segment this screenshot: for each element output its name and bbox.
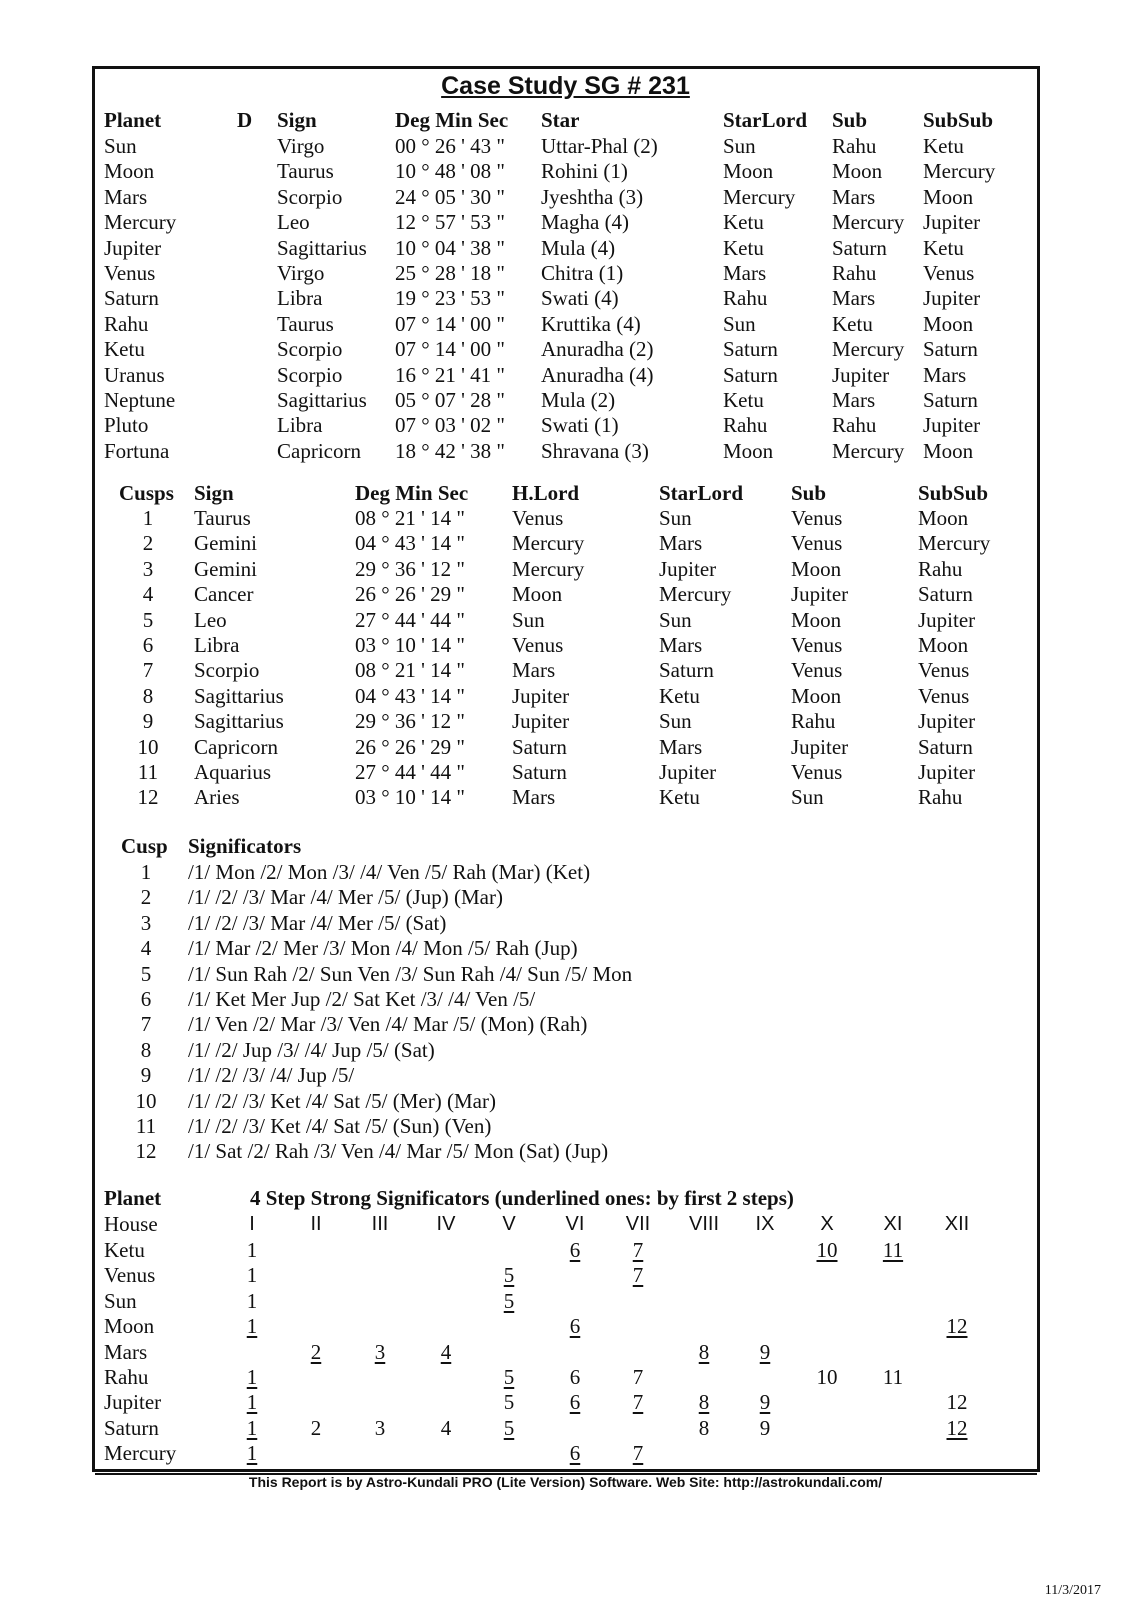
sig-list: /1/ Sun Rah /2/ Sun Ven /3/ Sun Rah /4/ Sun /5/ Mon <box>188 961 633 986</box>
planet-cell-sub: Mars <box>832 184 876 209</box>
planet-cell-sign: Capricorn <box>277 438 361 463</box>
planet-cell-starlord: Mercury <box>723 184 796 209</box>
planet-cell-sub: Mars <box>832 286 876 311</box>
sig-list: /1/ Ket Mer Jup /2/ Sat Ket /3/ /4/ Ven /5/ <box>188 987 536 1011</box>
strong-cell: 1 <box>246 1263 258 1288</box>
strong-planet-name: Sun <box>104 1288 137 1313</box>
cusp-number: 2 <box>142 531 154 556</box>
strong-cell: 9 <box>759 1415 771 1440</box>
planet-cell-planet: Moon <box>104 159 155 184</box>
planet-cell-star: Uttar-Phal (2) <box>541 134 658 158</box>
cusp-cell-starlord: Sun <box>659 709 692 734</box>
cusp-cell-deg: 26 ° 26 ' 29 " <box>355 734 466 759</box>
house-column-III: III <box>371 1213 389 1235</box>
cusp-cell-sub: Sun <box>791 785 824 810</box>
cusp-number: 5 <box>142 607 154 632</box>
strong-planet-name: Rahu <box>104 1365 149 1389</box>
strong-cell: 5 <box>503 1415 515 1440</box>
cusp-cell-sub: Jupiter <box>791 582 849 607</box>
planet-cell-sign: Virgo <box>277 134 325 158</box>
strong-planet-name: Moon <box>104 1314 155 1339</box>
cusp-cell-deg: 08 ° 21 ' 14 " <box>355 658 466 683</box>
planet-cell-starlord: Rahu <box>723 286 768 311</box>
planet-cell-star: Jyeshtha (3) <box>541 184 644 209</box>
cusp-cell-starlord: Sun <box>659 506 692 530</box>
planet-cell-star: Anuradha (4) <box>541 362 654 387</box>
planet-cell-planet: Uranus <box>104 362 165 387</box>
planet-cell-subsub: Saturn <box>923 388 978 412</box>
planet-cell-subsub: Jupiter <box>923 286 981 311</box>
strong-cell: 2 <box>310 1339 322 1364</box>
cusp-cell-subsub: Mercury <box>918 531 991 556</box>
planet-cell-starlord: Ketu <box>723 235 764 260</box>
planet-cell-subsub: Venus <box>923 261 975 285</box>
cusp-cell-sign: Scorpio <box>194 658 260 683</box>
sig-header-cusp: Cusp <box>121 834 168 858</box>
cusp-cell-sub: Venus <box>791 506 843 530</box>
sig-cusp-number: 9 <box>140 1063 152 1088</box>
cusp-cell-deg: 03 ° 10 ' 14 " <box>355 633 466 657</box>
strong-cell: 12 <box>946 1390 968 1415</box>
planet-header-deg: Deg Min Sec <box>395 108 509 132</box>
cusp-cell-subsub: Moon <box>918 633 969 657</box>
sig-cusp-number: 2 <box>140 885 152 910</box>
planet-cell-sub: Mercury <box>832 210 905 235</box>
planet-cell-subsub: Jupiter <box>923 210 981 235</box>
cusp-cell-sub: Venus <box>791 531 843 556</box>
planet-cell-subsub: Mars <box>923 362 967 387</box>
planet-cell-star: Shravana (3) <box>541 438 649 463</box>
planet-cell-deg: 10 ° 04 ' 38 " <box>395 235 506 260</box>
planet-cell-sign: Libra <box>277 413 323 438</box>
planet-cell-sub: Rahu <box>832 261 877 285</box>
strong-house-label: House <box>104 1212 158 1236</box>
strong-cell: 8 <box>698 1415 710 1440</box>
house-column-I: I <box>249 1213 255 1235</box>
strong-cell: 1 <box>246 1390 258 1415</box>
planet-cell-deg: 25 ° 28 ' 18 " <box>395 261 506 285</box>
cusp-cell-deg: 04 ° 43 ' 14 " <box>355 531 466 556</box>
strong-cell: 7 <box>632 1441 644 1466</box>
planet-cell-star: Swati (4) <box>541 286 619 311</box>
planet-cell-sign: Scorpio <box>277 337 343 362</box>
cusp-cell-subsub: Rahu <box>918 556 963 581</box>
planet-cell-sign: Scorpio <box>277 362 343 387</box>
cusp-cell-starlord: Ketu <box>659 683 700 708</box>
planet-cell-planet: Ketu <box>104 337 145 362</box>
cusp-cell-deg: 27 ° 44 ' 44 " <box>355 760 466 784</box>
cusp-cell-hlord: Jupiter <box>512 683 570 708</box>
cusp-cell-hlord: Mercury <box>512 531 585 556</box>
cusp-cell-starlord: Saturn <box>659 658 714 683</box>
cusp-cell-deg: 29 ° 36 ' 12 " <box>355 556 466 581</box>
cusp-header-hlord: H.Lord <box>512 481 580 505</box>
cusp-number: 8 <box>142 683 154 708</box>
cusp-number: 12 <box>137 785 159 810</box>
cusp-cell-starlord: Mars <box>659 633 703 657</box>
sig-cusp-number: 4 <box>140 936 152 961</box>
strong-cell: 4 <box>440 1339 452 1364</box>
planet-cell-planet: Rahu <box>104 311 149 336</box>
strong-cell: 9 <box>759 1390 771 1415</box>
cusp-cell-hlord: Venus <box>512 633 564 657</box>
cusp-number: 11 <box>137 760 159 784</box>
sig-list: /1/ Sat /2/ Rah /3/ Ven /4/ Mar /5/ Mon (Sat) (Jup) <box>188 1139 609 1164</box>
cusp-cell-subsub: Saturn <box>918 582 973 607</box>
page-title: Case Study SG # 231 <box>441 72 690 100</box>
planet-cell-sub: Rahu <box>832 413 877 438</box>
planet-cell-starlord: Saturn <box>723 362 778 387</box>
planet-cell-star: Mula (4) <box>541 235 616 260</box>
strong-planet-name: Ketu <box>104 1238 145 1262</box>
house-column-VI: VI <box>565 1213 585 1235</box>
planet-cell-sub: Mercury <box>832 438 905 463</box>
cusp-cell-hlord: Saturn <box>512 760 567 784</box>
cusp-cell-deg: 08 ° 21 ' 14 " <box>355 506 466 530</box>
planet-cell-starlord: Sun <box>723 134 756 158</box>
strong-cell: 3 <box>374 1415 386 1440</box>
planet-cell-sign: Taurus <box>277 159 334 184</box>
cusp-cell-starlord: Ketu <box>659 785 700 810</box>
sig-cusp-number: 5 <box>140 961 152 986</box>
cusp-cell-sign: Gemini <box>194 531 257 556</box>
strong-cell: 12 <box>946 1314 968 1339</box>
cusp-cell-subsub: Saturn <box>918 734 973 759</box>
planet-cell-starlord: Moon <box>723 159 774 184</box>
strong-cell: 3 <box>374 1339 386 1364</box>
planet-cell-planet: Venus <box>104 261 156 285</box>
cusp-cell-deg: 03 ° 10 ' 14 " <box>355 785 466 810</box>
cusp-header-sub: Sub <box>791 481 827 505</box>
planet-cell-star: Chitra (1) <box>541 261 624 285</box>
strong-cell: 1 <box>246 1365 258 1389</box>
strong-cell: 7 <box>632 1238 644 1262</box>
planet-cell-deg: 10 ° 48 ' 08 " <box>395 159 506 184</box>
planet-header-star: Star <box>541 108 580 132</box>
strong-cell: 4 <box>440 1415 452 1440</box>
house-column-VII: VII <box>625 1213 651 1235</box>
house-column-V: V <box>502 1213 516 1235</box>
strong-cell: 10 <box>816 1238 838 1262</box>
house-column-XII: XII <box>944 1213 970 1235</box>
sig-list: /1/ /2/ /3/ Mar /4/ Mer /5/ (Sat) <box>188 910 447 935</box>
sig-cusp-number: 10 <box>135 1088 157 1113</box>
planet-cell-planet: Mercury <box>104 210 177 235</box>
cusp-cell-hlord: Saturn <box>512 734 567 759</box>
cusp-cell-deg: 04 ° 43 ' 14 " <box>355 683 466 708</box>
planet-cell-deg: 18 ° 42 ' 38 " <box>395 438 506 463</box>
strong-cell: 11 <box>882 1238 904 1262</box>
planet-header-sub: Sub <box>832 108 868 132</box>
sig-list: /1/ /2/ /3/ Ket /4/ Sat /5/ (Mer) (Mar) <box>188 1088 496 1113</box>
planet-cell-starlord: Sun <box>723 311 756 336</box>
sig-header-significators: Significators <box>188 834 302 858</box>
cusp-cell-sign: Cancer <box>194 582 254 607</box>
strong-cell: 5 <box>503 1288 515 1313</box>
cusp-cell-sub: Jupiter <box>791 734 849 759</box>
planet-cell-deg: 07 ° 03 ' 02 " <box>395 413 506 438</box>
strong-cell: 7 <box>632 1263 644 1288</box>
cusp-cell-starlord: Mars <box>659 531 703 556</box>
cusp-number: 4 <box>142 582 154 607</box>
strong-cell: 6 <box>569 1390 581 1415</box>
strong-header-planet: Planet <box>104 1186 162 1210</box>
planet-cell-planet: Neptune <box>104 388 176 412</box>
planet-cell-subsub: Ketu <box>923 134 964 158</box>
cusp-cell-sign: Aries <box>194 785 240 810</box>
strong-cell: 8 <box>698 1390 710 1415</box>
sig-cusp-number: 11 <box>135 1114 157 1138</box>
planet-cell-star: Magha (4) <box>541 210 630 235</box>
strong-cell: 7 <box>632 1390 644 1415</box>
planet-cell-sub: Ketu <box>832 311 873 336</box>
strong-cell: 1 <box>246 1238 258 1262</box>
planet-cell-star: Mula (2) <box>541 388 616 412</box>
planet-cell-subsub: Jupiter <box>923 413 981 438</box>
strong-cell: 8 <box>698 1339 710 1364</box>
strong-planet-name: Venus <box>104 1263 156 1288</box>
sig-cusp-number: 1 <box>140 860 152 884</box>
cusp-cell-sign: Aquarius <box>194 760 271 784</box>
cusp-cell-deg: 27 ° 44 ' 44 " <box>355 607 466 632</box>
strong-cell: 1 <box>246 1441 258 1466</box>
cusp-cell-subsub: Moon <box>918 506 969 530</box>
planet-cell-sign: Sagittarius <box>277 235 367 260</box>
planet-cell-sign: Leo <box>277 210 310 235</box>
planet-cell-planet: Jupiter <box>104 235 162 260</box>
sig-list: /1/ /2/ Jup /3/ /4/ Jup /5/ (Sat) <box>188 1037 435 1062</box>
cusp-cell-subsub: Venus <box>918 658 970 683</box>
strong-cell: 5 <box>503 1390 515 1415</box>
sig-list: /1/ Mon /2/ Mon /3/ /4/ Ven /5/ Rah (Mar) (Ket) <box>188 860 591 884</box>
planet-cell-starlord: Saturn <box>723 337 778 362</box>
strong-planet-name: Saturn <box>104 1415 159 1440</box>
planet-cell-sub: Saturn <box>832 235 887 260</box>
house-column-VIII: VIII <box>688 1213 719 1235</box>
cusp-cell-subsub: Rahu <box>918 785 963 810</box>
cusp-cell-hlord: Mars <box>512 658 556 683</box>
cusp-number: 3 <box>142 556 154 581</box>
sig-cusp-number: 8 <box>140 1037 152 1062</box>
sig-list: /1/ /2/ /3/ Mar /4/ Mer /5/ (Jup) (Mar) <box>188 885 503 910</box>
cusp-cell-deg: 26 ° 26 ' 29 " <box>355 582 466 607</box>
cusp-cell-subsub: Jupiter <box>918 709 976 734</box>
strong-cell: 6 <box>569 1314 581 1339</box>
house-column-II: II <box>310 1213 322 1235</box>
planet-cell-planet: Sun <box>104 134 137 158</box>
sig-list: /1/ /2/ /3/ Ket /4/ Sat /5/ (Sun) (Ven) <box>188 1114 492 1138</box>
cusp-cell-sign: Leo <box>194 607 227 632</box>
cusp-cell-subsub: Jupiter <box>918 607 976 632</box>
strong-cell: 9 <box>759 1339 771 1364</box>
house-column-IX: IX <box>755 1213 775 1235</box>
sig-list: /1/ /2/ /3/ /4/ Jup /5/ <box>188 1063 355 1088</box>
planet-cell-subsub: Mercury <box>923 159 996 184</box>
planet-cell-sign: Scorpio <box>277 184 343 209</box>
cusp-number: 10 <box>137 734 159 759</box>
planet-cell-sign: Sagittarius <box>277 388 367 412</box>
cusp-cell-subsub: Jupiter <box>918 760 976 784</box>
planet-cell-sign: Libra <box>277 286 323 311</box>
cusp-number: 9 <box>142 709 154 734</box>
planet-cell-subsub: Moon <box>923 311 974 336</box>
house-column-XI: XI <box>883 1213 903 1235</box>
cusp-cell-sign: Capricorn <box>194 734 278 759</box>
planet-cell-sub: Rahu <box>832 134 877 158</box>
planet-cell-starlord: Ketu <box>723 388 764 412</box>
strong-planet-name: Jupiter <box>104 1390 162 1415</box>
planet-header-d: D <box>237 108 253 132</box>
sig-list: /1/ Mar /2/ Mer /3/ Mon /4/ Mon /5/ Rah (Jup) <box>188 936 578 961</box>
sig-cusp-number: 7 <box>140 1012 152 1037</box>
strong-cell: 1 <box>246 1288 258 1313</box>
planet-cell-sub: Moon <box>832 159 883 184</box>
planet-cell-deg: 07 ° 14 ' 00 " <box>395 337 506 362</box>
planet-cell-sign: Taurus <box>277 311 334 336</box>
cusp-cell-starlord: Sun <box>659 607 692 632</box>
cusp-cell-sub: Moon <box>791 683 842 708</box>
sig-cusp-number: 12 <box>135 1139 157 1164</box>
cusp-cell-deg: 29 ° 36 ' 12 " <box>355 709 466 734</box>
strong-planet-name: Mars <box>104 1339 148 1364</box>
sig-list: /1/ Ven /2/ Mar /3/ Ven /4/ Mar /5/ (Mon) (Rah) <box>188 1012 588 1037</box>
cusp-cell-starlord: Jupiter <box>659 556 717 581</box>
planet-cell-deg: 07 ° 14 ' 00 " <box>395 311 506 336</box>
footer-text: This Report is by Astro-Kundali PRO (Lite Version) Software. Web Site: http://astrokundali.com/ <box>248 1474 883 1490</box>
planet-header-planet: Planet <box>104 108 162 132</box>
cusp-cell-hlord: Mercury <box>512 556 585 581</box>
planet-cell-starlord: Rahu <box>723 413 768 438</box>
planet-header-starlord: StarLord <box>723 108 807 132</box>
planet-cell-subsub: Moon <box>923 184 974 209</box>
planet-cell-planet: Saturn <box>104 286 159 311</box>
house-column-X: X <box>820 1213 834 1235</box>
cusp-cell-sub: Venus <box>791 633 843 657</box>
strong-cell: 7 <box>632 1365 644 1389</box>
print-date: 11/3/2017 <box>1044 1583 1101 1598</box>
cusp-cell-hlord: Moon <box>512 582 563 607</box>
cusp-cell-sign: Taurus <box>194 506 251 530</box>
cusp-header-subsub: SubSub <box>918 481 989 505</box>
cusp-header-cusp: Cusps <box>119 481 174 505</box>
house-column-IV: IV <box>436 1213 456 1235</box>
cusp-cell-hlord: Sun <box>512 607 545 632</box>
strong-cell: 1 <box>246 1314 258 1339</box>
cusp-cell-sub: Venus <box>791 658 843 683</box>
cusp-cell-sign: Gemini <box>194 556 257 581</box>
strong-cell: 1 <box>246 1415 258 1440</box>
planet-cell-planet: Mars <box>104 184 148 209</box>
cusp-number: 6 <box>142 633 154 657</box>
planet-header-sign: Sign <box>277 108 317 132</box>
strong-cell: 11 <box>882 1365 904 1389</box>
planet-cell-planet: Pluto <box>104 413 149 438</box>
cusp-header-deg: Deg Min Sec <box>355 481 469 505</box>
planet-cell-starlord: Moon <box>723 438 774 463</box>
planet-cell-sub: Mars <box>832 388 876 412</box>
cusp-cell-sign: Sagittarius <box>194 683 284 708</box>
planet-cell-sign: Virgo <box>277 261 325 285</box>
planet-cell-planet: Fortuna <box>104 438 170 463</box>
planet-cell-starlord: Mars <box>723 261 767 285</box>
strong-cell: 5 <box>503 1263 515 1288</box>
sig-cusp-number: 3 <box>140 910 152 935</box>
planet-cell-deg: 19 ° 23 ' 53 " <box>395 286 506 311</box>
planet-cell-subsub: Moon <box>923 438 974 463</box>
cusp-cell-sub: Moon <box>791 556 842 581</box>
strong-cell: 5 <box>503 1365 515 1389</box>
cusp-cell-hlord: Jupiter <box>512 709 570 734</box>
cusp-cell-sub: Rahu <box>791 709 836 734</box>
cusp-header-sign: Sign <box>194 481 234 505</box>
planet-cell-star: Kruttika (4) <box>541 311 641 336</box>
planet-cell-star: Swati (1) <box>541 413 619 438</box>
cusp-cell-sign: Sagittarius <box>194 709 284 734</box>
cusp-cell-starlord: Jupiter <box>659 760 717 784</box>
planet-cell-deg: 16 ° 21 ' 41 " <box>395 362 506 387</box>
strong-cell: 6 <box>569 1365 581 1389</box>
planet-cell-subsub: Saturn <box>923 337 978 362</box>
planet-cell-sub: Mercury <box>832 337 905 362</box>
strong-cell: 6 <box>569 1441 581 1466</box>
cusp-cell-subsub: Venus <box>918 683 970 708</box>
strong-cell: 2 <box>310 1415 322 1440</box>
cusp-header-starlord: StarLord <box>659 481 743 505</box>
planet-header-subsub: SubSub <box>923 108 994 132</box>
cusp-number: 1 <box>142 506 154 530</box>
cusp-number: 7 <box>142 658 154 683</box>
planet-cell-star: Rohini (1) <box>541 159 628 184</box>
planet-cell-deg: 00 ° 26 ' 43 " <box>395 134 506 158</box>
strong-cell: 10 <box>816 1365 838 1389</box>
planet-cell-deg: 05 ° 07 ' 28 " <box>395 388 506 412</box>
strong-cell: 12 <box>946 1415 968 1440</box>
cusp-cell-sub: Venus <box>791 760 843 784</box>
strong-planet-name: Mercury <box>104 1441 177 1466</box>
cusp-cell-sign: Libra <box>194 633 240 657</box>
cusp-cell-starlord: Mercury <box>659 582 732 607</box>
planet-cell-deg: 24 ° 05 ' 30 " <box>395 184 506 209</box>
strong-cell: 6 <box>569 1238 581 1262</box>
cusp-cell-hlord: Venus <box>512 506 564 530</box>
planet-cell-star: Anuradha (2) <box>541 337 654 362</box>
sig-cusp-number: 6 <box>140 987 152 1011</box>
planet-cell-subsub: Ketu <box>923 235 964 260</box>
planet-cell-deg: 12 ° 57 ' 53 " <box>395 210 506 235</box>
cusp-cell-sub: Moon <box>791 607 842 632</box>
planet-cell-starlord: Ketu <box>723 210 764 235</box>
cusp-cell-starlord: Mars <box>659 734 703 759</box>
cusp-cell-hlord: Mars <box>512 785 556 810</box>
planet-cell-sub: Jupiter <box>832 362 890 387</box>
strong-header-title: 4 Step Strong Significators (underlined ones: by first 2 steps) <box>250 1186 794 1210</box>
